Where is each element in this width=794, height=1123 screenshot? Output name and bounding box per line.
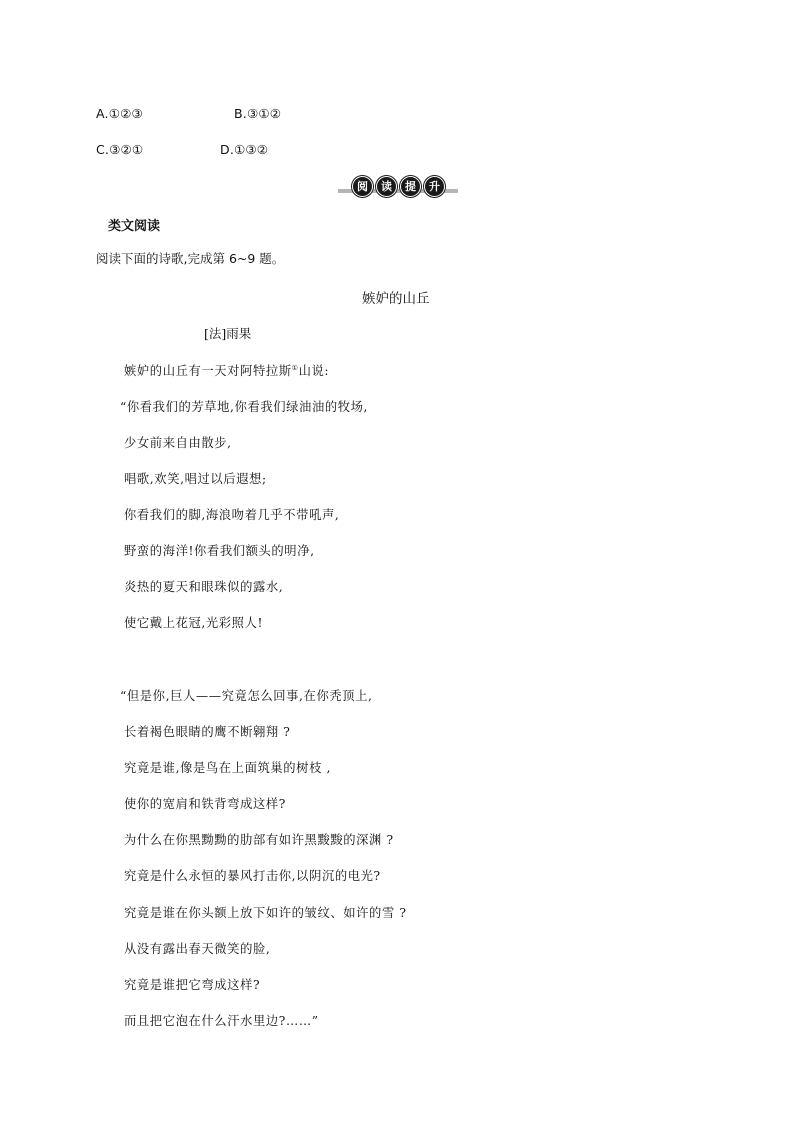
stanza1-line-1: “你看我们的芳草地,你看我们绿油油的牧场, (120, 400, 369, 414)
stanza2-line-8: 从没有露出春天微笑的脸, (124, 942, 271, 956)
banner-char-1: 阅 (352, 176, 373, 197)
option-c: C.③②① (96, 142, 144, 157)
stanza2-line-6: 究竟是什么永恒的暴风打击你,以阴沉的电光? (124, 869, 381, 883)
stanza1-line-7: 使它戴上花冠,光彩照人! (124, 616, 264, 630)
stanza1-line-2: 少女前来自由散步, (124, 436, 232, 450)
stanza1-line-5: 野蛮的海洋!你看我们额头的明净, (124, 544, 315, 558)
stanza2-line-3: 究竟是谁,像是鸟在上面筑巢的树枝 , (124, 761, 331, 775)
banner-char-2: 读 (376, 176, 397, 197)
banner-chars (352, 176, 445, 197)
banner-char-4: 升 (424, 176, 445, 197)
banner-char-3: 提 (400, 176, 421, 197)
stanza2-line-9: 究竟是谁把它弯成这样? (124, 978, 261, 992)
poem-intro-after: 山说: (298, 364, 330, 378)
poem-intro-before: 嫉妒的山丘有一天对阿特拉斯 (124, 364, 292, 378)
section-heading: 类文阅读 (108, 219, 161, 234)
poem-title: 嫉妒的山丘 (362, 291, 430, 307)
option-a: A.①②③ (96, 106, 143, 121)
option-b: B.③①② (234, 106, 282, 121)
stanza2-line-4: 使你的宽肩和铁背弯成这样? (124, 797, 286, 811)
reading-improvement-banner (338, 176, 458, 198)
poem-author: [法]雨果 (204, 326, 252, 341)
stanza1-line-3: 唱歌,欢笑,唱过以后遐想; (124, 472, 267, 486)
stanza2-line-10: 而且把它泡在什么汗水里边?……” (124, 1014, 319, 1028)
stanza2-line-5: 为什么在你黑黝黝的肋部有如许黑黢黢的深渊 ? (124, 833, 394, 847)
stanza2-line-2: 长着褐色眼睛的鹰不断翱翔 ? (124, 725, 291, 739)
poem-intro (124, 361, 329, 379)
instruction-text: 阅读下面的诗歌,完成第 6~9 题。 (96, 251, 285, 266)
stanza1-line-4: 你看我们的脚,海浪吻着几乎不带吼声, (124, 508, 340, 522)
stanza1-line-6: 炎热的夏天和眼珠似的露水, (124, 580, 284, 594)
stanza2-line-7: 究竟是谁在你头额上放下如许的皱纹、如许的雪 ? (124, 906, 407, 920)
option-d: D.①③② (220, 142, 269, 157)
footnote-marker: ① (291, 363, 299, 372)
stanza2-line-1: “但是你,巨人——究竟怎么回事,在你秃顶上, (120, 689, 373, 703)
